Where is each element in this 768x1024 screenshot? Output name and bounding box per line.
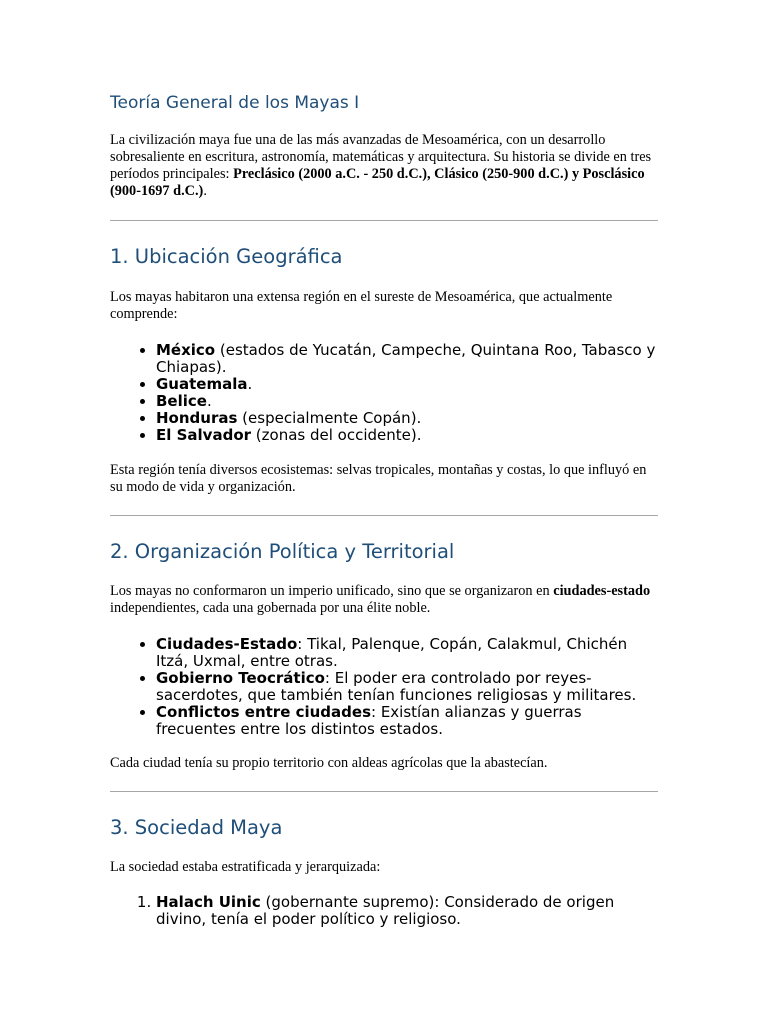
list-item-bold: México bbox=[156, 341, 216, 359]
ubicacion-intro: Los mayas habitaron una extensa región en el sureste de Mesoamérica, que actualmente comprende: bbox=[110, 289, 613, 322]
list-item-text: (gobernante supremo): Considerado de origen divino, tenía el poder político y religioso. bbox=[156, 893, 615, 928]
sociedad-intro: La sociedad estaba estratificada y jerarquizada: bbox=[110, 859, 381, 875]
organizacion-closing: Cada ciudad tenía su propio territorio con aldeas agrícolas que la abastecían. bbox=[110, 755, 548, 771]
list-item-bold: Conflictos entre ciudades bbox=[156, 703, 371, 721]
organizacion-intro-bold: ciudades-estado bbox=[553, 583, 651, 599]
list-item bbox=[156, 410, 658, 427]
list-item-bold: Gobierno Teocrático bbox=[156, 669, 325, 687]
intro-paragraph bbox=[110, 132, 658, 200]
intro-periods: Preclásico (2000 a.C. - 250 d.C.), Clásico (250-900 d.C.) y Posclásico (900-1697 d.C.) bbox=[110, 166, 645, 199]
list-item-bold: Ciudades-Estado bbox=[156, 635, 298, 653]
list-item bbox=[156, 670, 658, 704]
section-divider bbox=[110, 515, 658, 516]
list-item bbox=[156, 894, 658, 928]
section-title-ubicacion: 1. Ubicación Geográfica bbox=[110, 245, 343, 268]
document-content bbox=[110, 92, 658, 944]
list-item-bold: Guatemala bbox=[156, 375, 248, 393]
organizacion-intro bbox=[110, 583, 658, 617]
organizacion-intro-end: independientes, cada una gobernada por una élite noble. bbox=[110, 600, 431, 616]
list-item bbox=[156, 342, 658, 376]
intro-end: . bbox=[203, 183, 207, 199]
list-item-text: (estados de Yucatán, Campeche, Quintana Roo, Tabasco y Chiapas). bbox=[156, 341, 656, 376]
organizacion-intro-text: Los mayas no conformaron un imperio unificado, sino que se organizaron en bbox=[110, 583, 554, 599]
list-item bbox=[156, 376, 658, 393]
list-item-text: . bbox=[247, 375, 253, 393]
section-divider bbox=[110, 791, 658, 792]
list-item-bold: Halach Uinic bbox=[156, 893, 261, 911]
sociedad-list bbox=[110, 894, 658, 928]
ubicacion-closing: Esta región tenía diversos ecosistemas: selvas tropicales, montañas y costas, lo que influyó en su modo de vida y organización. bbox=[110, 462, 647, 495]
organizacion-list bbox=[110, 636, 658, 738]
intro-text: La civilización maya fue una de las más avanzadas de Mesoamérica, con un desarrollo sobresaliente en escritura, astronomía, matemáticas y arquitectura. Su historia se divide en tres períodos principales: bbox=[110, 132, 652, 182]
list-item-text: (especialmente Copán). bbox=[237, 409, 422, 427]
list-item-text: (zonas del occidente). bbox=[251, 426, 422, 444]
document-title: Teoría General de los Mayas I bbox=[110, 93, 360, 113]
list-item bbox=[156, 427, 658, 444]
list-item bbox=[156, 704, 658, 738]
list-item-text: : El poder era controlado por reyes-sacerdotes, que también tenían funciones religiosas y militares. bbox=[156, 669, 637, 704]
list-item bbox=[156, 636, 658, 670]
ubicacion-list bbox=[110, 342, 658, 444]
list-item-text: : Existían alianzas y guerras frecuentes entre los distintos estados. bbox=[156, 703, 582, 738]
list-item-bold: El Salvador bbox=[156, 426, 252, 444]
list-item-text: . bbox=[206, 392, 212, 410]
list-item-text: : Tikal, Palenque, Copán, Calakmul, Chichén Itzá, Uxmal, entre otras. bbox=[156, 635, 628, 670]
section-title-organizacion: 2. Organización Política y Territorial bbox=[110, 540, 455, 563]
section-title-sociedad: 3. Sociedad Maya bbox=[110, 816, 283, 839]
list-item-bold: Honduras bbox=[156, 409, 238, 427]
section-divider bbox=[110, 220, 658, 221]
list-item-bold: Belice bbox=[156, 392, 207, 410]
list-item bbox=[156, 393, 658, 410]
